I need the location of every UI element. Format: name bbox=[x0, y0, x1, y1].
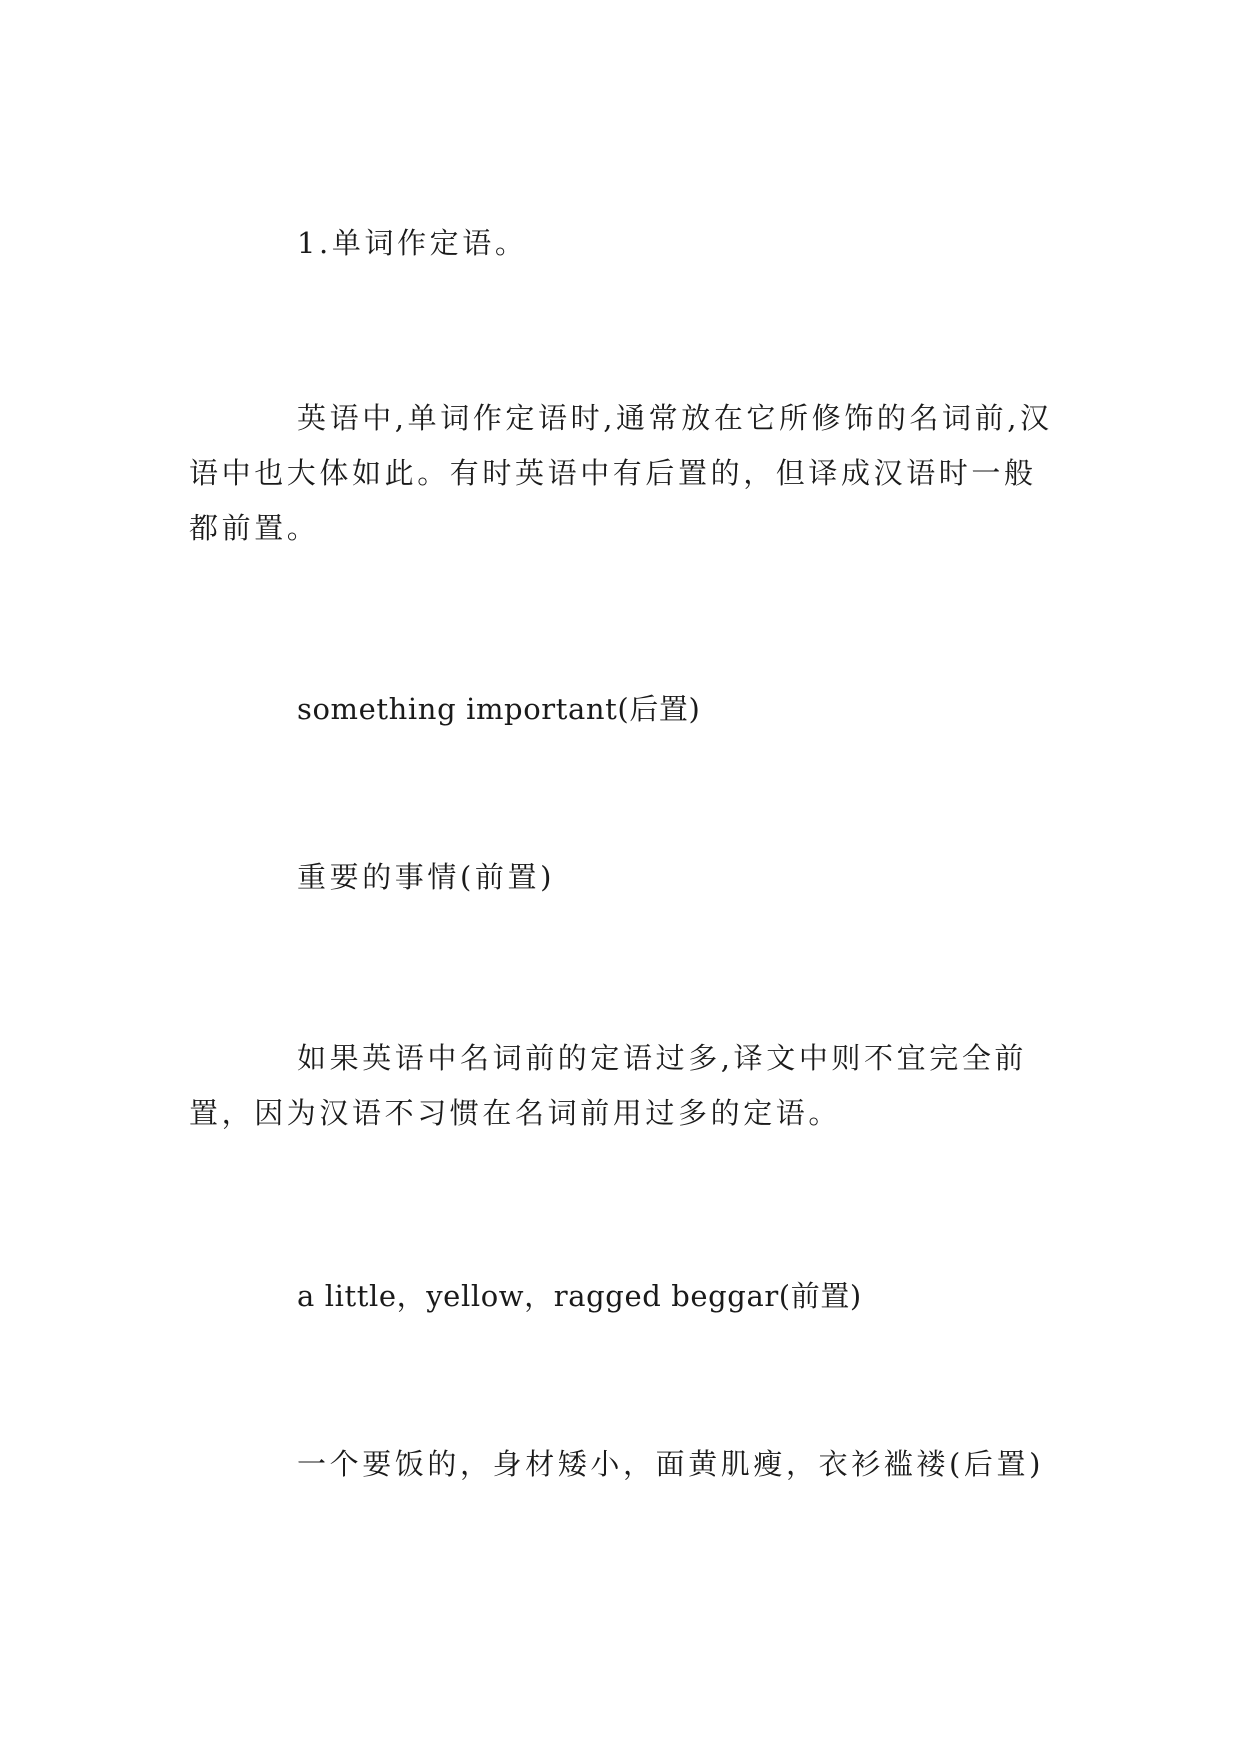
section-heading: 1.单词作定语。 bbox=[297, 226, 528, 260]
example-english: something important(后置) bbox=[297, 692, 701, 726]
body-paragraph: 如果英语中名词前的定语过多,译文中则不宜完全前置，因为汉语不习惯在名词前用过多的定语。 bbox=[189, 1041, 1028, 1130]
example-chinese: 一个要饭的，身材矮小，面黄肌瘦，衣衫褴褛(后置) bbox=[297, 1447, 1045, 1481]
body-paragraph: 英语中,单词作定语时,通常放在它所修饰的名词前,汉语中也大体如此。有时英语中有后置的，但译成汉语时一般都前置。 bbox=[189, 401, 1053, 545]
example-english: a little，yellow，ragged beggar(前置) bbox=[297, 1279, 862, 1313]
example-chinese: 重要的事情(前置) bbox=[297, 860, 556, 894]
